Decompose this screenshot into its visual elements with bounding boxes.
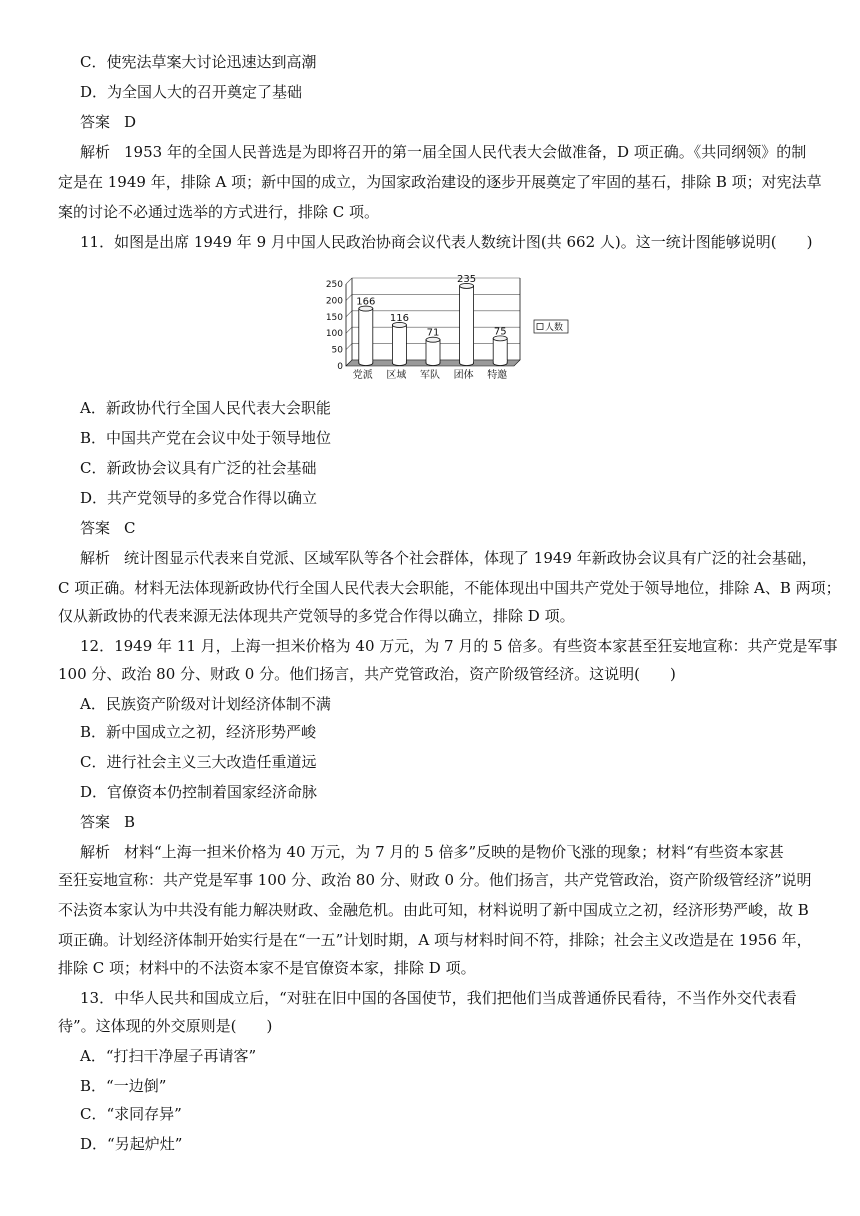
q11-option-b: B．中国共产党在会议中处于领导地位 <box>80 429 332 447</box>
q12-answer <box>80 812 135 832</box>
q12-option-a: A．民族资产阶级对计划经济体制不满 <box>80 695 331 713</box>
answer-label: 答案 <box>80 519 111 537</box>
x-tick-label: 区域 <box>386 370 407 381</box>
q10-analysis-line-1 <box>80 142 806 162</box>
q12-analysis-line-3: 不法资本家认为中共没有能力解决财政、金融危机。由此可知，材料说明了新中国成立之初，经济形势严峻，故 B <box>58 901 809 919</box>
x-tick-label: 党派 <box>352 370 373 381</box>
data-label: 71 <box>426 327 440 339</box>
y-tick-label: 50 <box>331 345 343 356</box>
q11-answer <box>80 518 136 538</box>
bar-base-cover <box>393 360 406 363</box>
answer-value: D <box>124 113 137 131</box>
legend-label: 人数 <box>545 323 564 333</box>
analysis-label: 解析 <box>80 843 111 861</box>
answer-value: C <box>124 519 136 537</box>
q13-option-d: D．“另起炉灶” <box>80 1135 183 1153</box>
answer-label: 答案 <box>80 813 111 831</box>
q12-option-b: B．新中国成立之初，经济形势严峻 <box>80 723 317 741</box>
y-tick-label: 100 <box>325 329 343 340</box>
gridline-side <box>346 278 352 284</box>
analysis-label: 解析 <box>80 549 111 567</box>
bar-base-cover <box>359 360 372 363</box>
data-label: 166 <box>356 296 376 308</box>
q13-option-a: A．“打扫干净屋子再请客” <box>80 1047 257 1065</box>
y-tick-label: 200 <box>325 296 343 307</box>
q12-option-c: C．进行社会主义三大改造任重道远 <box>80 753 317 771</box>
q12-analysis-line-1 <box>80 842 784 862</box>
q11-option-a: A．新政协代行全国人民代表大会职能 <box>80 399 331 417</box>
bar-军队 <box>426 340 440 363</box>
bar-党派 <box>359 309 373 363</box>
gridline-side <box>346 311 352 317</box>
q11-stem: 11．如图是出席 1949 年 9 月中国人民政治协商会议代表人数统计图(共 662 人)。这一统计图能够说明( ) <box>80 233 813 251</box>
answer-value: B <box>124 813 136 831</box>
q11-bar-chart <box>322 270 572 386</box>
gridline-side <box>346 327 352 333</box>
x-tick-label: 军队 <box>420 370 440 381</box>
analysis-label: 解析 <box>80 143 111 161</box>
q13-stem-line-1: 13．中华人民共和国成立后，“对驻在旧中国的各国使节，我们把他们当成普通侨民看待，不当作外交代表看 <box>80 989 797 1007</box>
q11-analysis-line-2: C 项正确。材料无法体现新政协代行全国人民代表大会职能，不能体现出中国共产党处于领导地位，排除 A、B 两项； <box>58 579 841 597</box>
gridline-side <box>346 344 352 350</box>
analysis-text: 材料“上海一担米价格为 40 万元，为 7 月的 5 倍多”反映的是物价飞涨的现象；材料“有些资本家甚 <box>124 843 784 861</box>
q11-option-d: D．共产党领导的多党合作得以确立 <box>80 489 318 507</box>
y-tick-label: 0 <box>337 362 343 372</box>
q11-option-c: C．新政协会议具有广泛的社会基础 <box>80 459 317 477</box>
q12-stem-line-1: 12．1949 年 11 月，上海一担米价格为 40 万元，为 7 月的 5 倍多。有些资本家甚至狂妄地宣称：共产党是军事 <box>80 637 838 655</box>
data-label: 75 <box>493 326 507 338</box>
data-label: 116 <box>389 312 409 324</box>
q12-option-d: D．官僚资本仍控制着国家经济命脉 <box>80 783 318 801</box>
chart-svg <box>322 270 572 386</box>
y-tick-label: 150 <box>325 312 343 323</box>
q10-option-d: D．为全国人大的召开奠定了基础 <box>80 83 303 101</box>
q12-analysis-line-4: 项正确。计划经济体制开始实行是在“一五”计划时期，A 项与材料时间不符，排除；社会主义改造是在 1956 年， <box>58 931 812 949</box>
analysis-text: 1953 年的全国人民普选是为即将召开的第一届全国人民代表大会做准备，D 项正确。《共同纲领》的制 <box>124 143 807 161</box>
bar-特邀 <box>493 338 507 363</box>
q10-option-c: C．使宪法草案大讨论迅速达到高潮 <box>80 53 317 71</box>
analysis-text: 统计图显示代表来自党派、区域军队等各个社会群体，体现了 1949 年新政协会议具有广泛的社会基础， <box>124 549 817 567</box>
bar-base-cover <box>427 360 440 363</box>
y-tick-label: 250 <box>325 280 343 290</box>
x-tick-label: 特邀 <box>487 370 508 381</box>
q11-analysis-line-1 <box>80 548 817 568</box>
q10-analysis-line-2: 定是在 1949 年，排除 A 项；新中国的成立，为国家政治建设的逐步开展奠定了牢固的基石，排除 B 项；对宪法草 <box>58 173 822 191</box>
q10-analysis-line-3: 案的讨论不必通过选举的方式进行，排除 C 项。 <box>58 203 380 221</box>
bar-区域 <box>392 325 406 363</box>
legend-swatch <box>537 324 543 330</box>
data-label: 235 <box>457 273 477 285</box>
q13-option-b: B．“一边倒” <box>80 1077 167 1095</box>
q12-stem-line-2: 100 分、政治 80 分、财政 0 分。他们扬言，共产党管政治，资产阶级管经济。这说明( ) <box>58 665 676 683</box>
q11-analysis-line-3: 仅从新政协的代表来源无法体现共产党领导的多党合作得以确立，排除 D 项。 <box>58 607 575 625</box>
gridline-side <box>346 294 352 300</box>
x-tick-label: 团体 <box>453 370 474 381</box>
bar-base-cover <box>460 360 473 363</box>
q13-stem-line-2: 待”。这体现的外交原则是( ) <box>58 1017 273 1035</box>
q13-option-c: C．“求同存异” <box>80 1105 182 1123</box>
bar-base-cover <box>494 360 507 363</box>
bar-团体 <box>460 286 474 363</box>
q12-analysis-line-2: 至狂妄地宣称：共产党是军事 100 分、政治 80 分、财政 0 分。他们扬言，共产党管政治，资产阶级管经济”说明 <box>58 871 812 889</box>
q12-analysis-line-5: 排除 C 项；材料中的不法资本家不是官僚资本家，排除 D 项。 <box>58 959 476 977</box>
q10-answer <box>80 112 136 132</box>
answer-label: 答案 <box>80 113 111 131</box>
